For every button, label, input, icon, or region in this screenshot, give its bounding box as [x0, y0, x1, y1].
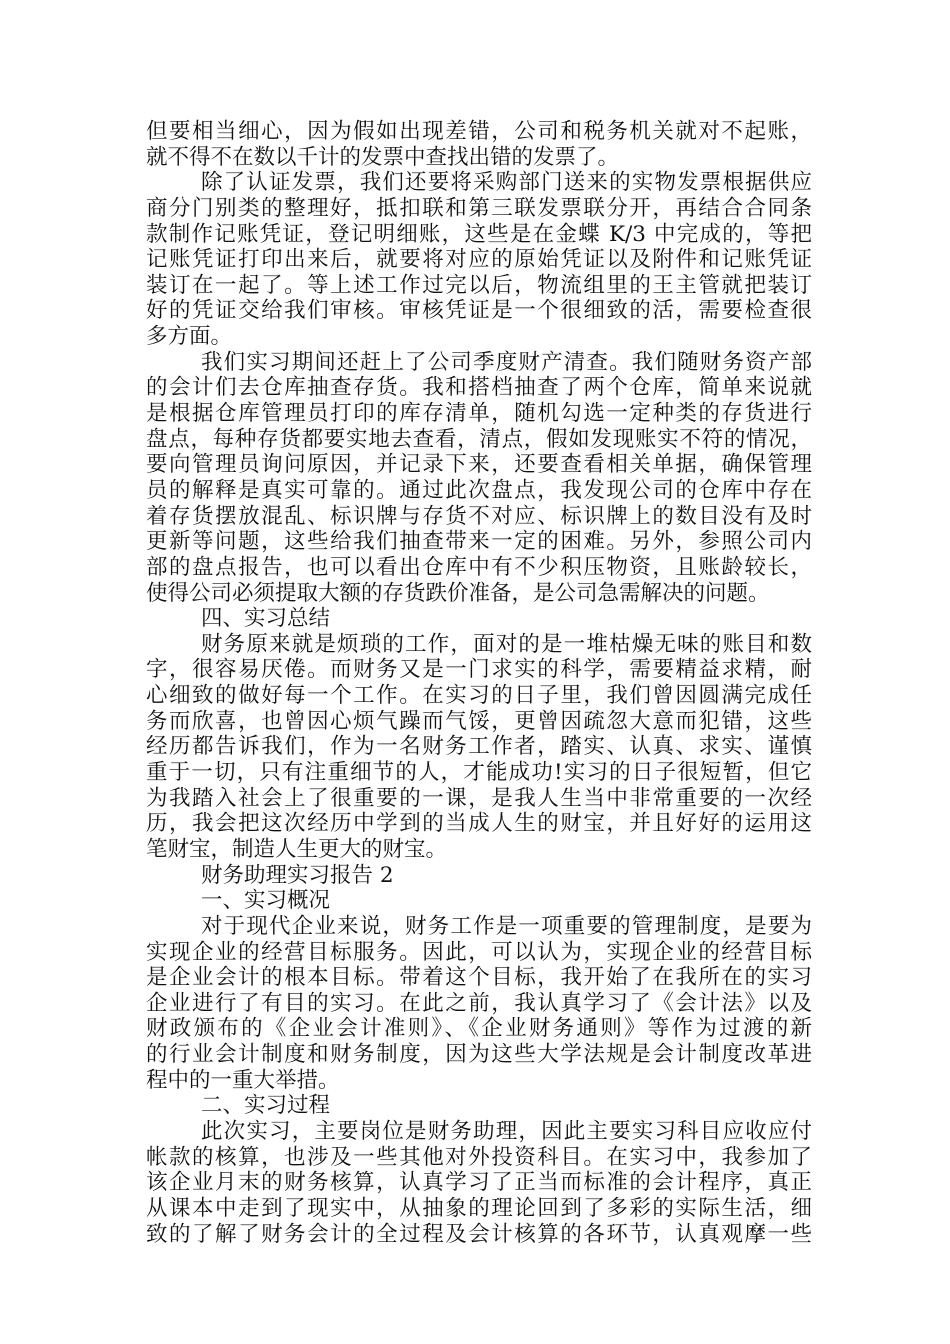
text-line: 财务原来就是烦琐的工作，面对的是一堆枯燥无味的账目和数	[201, 631, 812, 657]
text-line: 是根据仓库管理员打印的库存清单，随机勾选一定种类的存货进行	[146, 401, 812, 427]
text-line: 更新等问题，这些给我们抽查带来一定的困难。另外，参照公司内	[146, 529, 812, 555]
text-line: 四、实习总结	[201, 606, 331, 632]
text-line: 是企业会计的根本目标。带着这个目标，我开始了在我所在的实习	[146, 965, 812, 991]
report-body	[146, 119, 812, 1247]
text-line: 商分门别类的整理好，抵扣联和第三联发票联分开，再结合合同条	[146, 195, 812, 221]
text-line: 务而欣喜，也曾因心烦气躁而气馁，更曾因疏忽大意而犯错，这些	[146, 708, 812, 734]
text-line: 对于现代企业来说，财务工作是一项重要的管理制度，是要为	[201, 913, 812, 939]
text-line: 要向管理员询问原因，并记录下来，还要查看相关单据，确保管理	[146, 452, 812, 478]
text-line: 部的盘点报告，也可以看出仓库中有不少积压物资，且账龄较长，	[146, 554, 812, 580]
text-line: 实现企业的经营目标服务。因此，可以认为，实现企业的经营目标	[146, 939, 812, 965]
text-line: 款制作记账凭证，登记明细账，这些是在金蝶 K/3 中完成的，等把	[146, 221, 812, 247]
text-line: 多方面。	[146, 324, 233, 350]
text-line: 除了认证发票，我们还要将采购部门送来的实物发票根据供应	[201, 170, 812, 196]
text-line: 财政颁布的《企业会计准则》、《企业财务通则》等作为过渡的新	[146, 1016, 812, 1042]
text-line: 员的解释是真实可靠的。通过此次盘点，我发现公司的仓库中存在	[146, 477, 812, 503]
text-line: 企业进行了有目的实习。在此之前，我认真学习了《会计法》以及	[146, 990, 812, 1016]
text-line: 经历都告诉我们，作为一名财务工作者，踏实、认真、求实、谨慎	[146, 734, 812, 760]
text-line: 盘点，每种存货都要实地去查看，清点，假如发现账实不符的情况，	[146, 426, 812, 452]
text-line: 二、实习过程	[201, 1093, 331, 1119]
text-line: 帐款的核算，也涉及一些其他对外投资科目。在实习中，我参加了	[146, 1144, 812, 1170]
text-line: 心细致的做好每一个工作。在实习的日子里，我们曾因圆满完成任	[146, 683, 812, 709]
text-line: 的会计们去仓库抽查存货。我和搭档抽查了两个仓库，简单来说就	[146, 375, 812, 401]
text-line: 就不得不在数以千计的发票中查找出错的发票了。	[146, 144, 620, 170]
text-line: 程中的一重大举措。	[146, 1067, 340, 1093]
text-line: 历，我会把这次经历中学到的当成人生的财宝，并且好好的运用这	[146, 811, 812, 837]
text-line: 为我踏入社会上了很重要的一课，是我人生当中非常重要的一次经	[146, 785, 812, 811]
text-line: 笔财宝，制造人生更大的财宝。	[146, 836, 448, 862]
text-line: 从课本中走到了现实中，从抽象的理论回到了多彩的实际生活，细	[146, 1195, 812, 1221]
text-line: 重于一切，只有注重细节的人，才能成功!实习的日子很短暂，但它	[146, 760, 812, 786]
text-line: 我们实习期间还赶上了公司季度财产清查。我们随财务资产部	[201, 349, 812, 375]
text-line: 装订在一起了。等上述工作过完以后，物流组里的王主管就把装订	[146, 272, 812, 298]
text-line: 的行业会计制度和财务制度，因为这些大学法规是会计制度改革进	[146, 1042, 812, 1068]
text-line: 但要相当细心，因为假如出现差错，公司和税务机关就对不起账，	[146, 119, 812, 144]
text-line: 好的凭证交给我们审核。审核凭证是一个很细致的活，需要检查很	[146, 298, 812, 324]
text-line: 一、实习概况	[201, 888, 331, 914]
text-line: 此次实习，主要岗位是财务助理，因此主要实习科目应收应付	[201, 1118, 812, 1144]
text-line: 记账凭证打印出来后，就要将对应的原始凭证以及附件和记账凭证	[146, 247, 812, 273]
text-line: 字，很容易厌倦。而财务又是一门求实的科学，需要精益求精，耐	[146, 657, 812, 683]
text-line: 该企业月末的财务核算，认真学习了正当而标准的会计程序，真正	[146, 1170, 812, 1196]
text-line: 财务助理实习报告 2	[201, 862, 394, 888]
text-line: 使得公司必须提取大额的存货跌价准备，是公司急需解决的问题。	[146, 580, 770, 606]
text-line: 着存货摆放混乱、标识牌与存货不对应、标识牌上的数目没有及时	[146, 503, 812, 529]
text-line: 致的了解了财务会计的全过程及会计核算的各环节，认真观摩一些	[146, 1221, 812, 1247]
